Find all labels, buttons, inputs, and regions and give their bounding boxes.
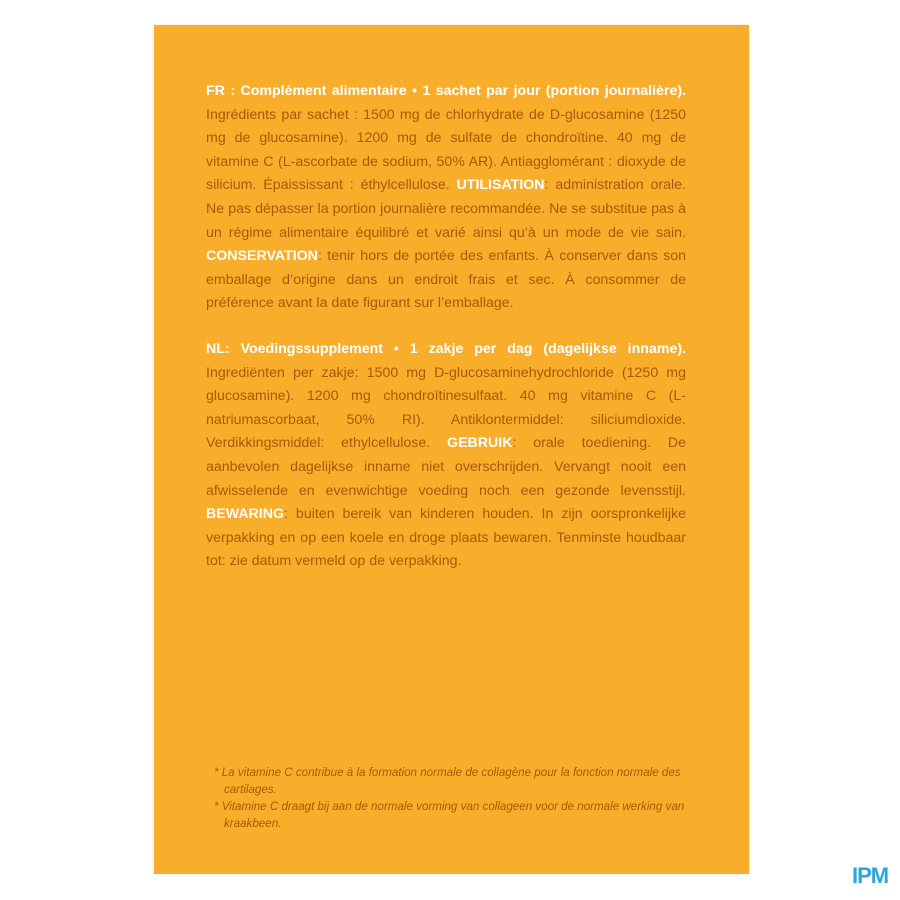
fr-usage-heading: UTILISATION [456, 177, 545, 194]
fr-heading: FR : Complément alimentaire • 1 sachet par jour (portion journalière). [206, 83, 686, 99]
fr-usage-text: : administration orale. Ne pas dépasser la portion journalière recommandée. Ne se substitue pas à un régime alimentaire équilibré et varié ainsi qu’à un mode de vie sain. [206, 177, 686, 241]
footnote-nl: * Vitamine C draagt bij aan de normale vorming van collageen voor de normale werking van kraakbeen. [214, 800, 685, 830]
nl-storage-heading: BEWARING [206, 506, 285, 523]
nl-usage-heading: GEBRUIK [447, 435, 513, 452]
footnotes [210, 764, 700, 832]
fr-ingredients: Ingrédients par sachet : 1500 mg de chlorhydrate de D-glucosamine (1250 mg de glucosamine). 1200 mg de sulfate de chondroïtine. 40 mg de vitamine C (L-ascorbate de sodium, 50% AR). Antiagglomérant : dioxyde de silicium. Épaississant : éthylcellulose. [206, 106, 686, 194]
ipm-logo: IPM [852, 863, 889, 888]
nl-ingredients: Ingrediënten per zakje: 1500 mg D-glucosaminehydrochloride (1250 mg glucosamine). 1200 mg chondroïtinesulfaat. 40 mg vitamine C (L-natriumascorbaat, 50% RI). Antiklontermiddel: siliciumdioxide. Verdikkingsmiddel: ethylcellulose. [206, 364, 686, 452]
fr-storage-text: : tenir hors de portée des enfants. À conserver dans son emballage d’origine dans un endroit frais et sec. À consommer de préférence avant la date figurant sur l’emballage. [206, 248, 686, 312]
nl-usage-text: : orale toediening. De aanbevolen dagelijkse inname niet overschrijden. Vervangt nooit een afwisselende en evenwichtige voeding noch een gezonde levensstijl. [206, 435, 686, 499]
nl-storage-text: : buiten bereik van kinderen houden. In zijn oorspronkelijke verpakking en op een koele en droge plaats bewaren. Tenminste houdbaar tot: zie datum vermeld op de verpakking. [206, 506, 686, 570]
fr-storage-heading: CONSERVATION [206, 248, 318, 265]
nl-heading: NL: Voedingssupplement • 1 zakje per dag (dagelijkse inname). [206, 340, 686, 357]
footnote-fr: * La vitamine C contribue à la formation normale de collagène pour la fonction normale des cartilages. [214, 766, 681, 796]
label-text [206, 80, 686, 574]
nl-paragraph [206, 338, 686, 574]
fr-paragraph [206, 80, 686, 316]
